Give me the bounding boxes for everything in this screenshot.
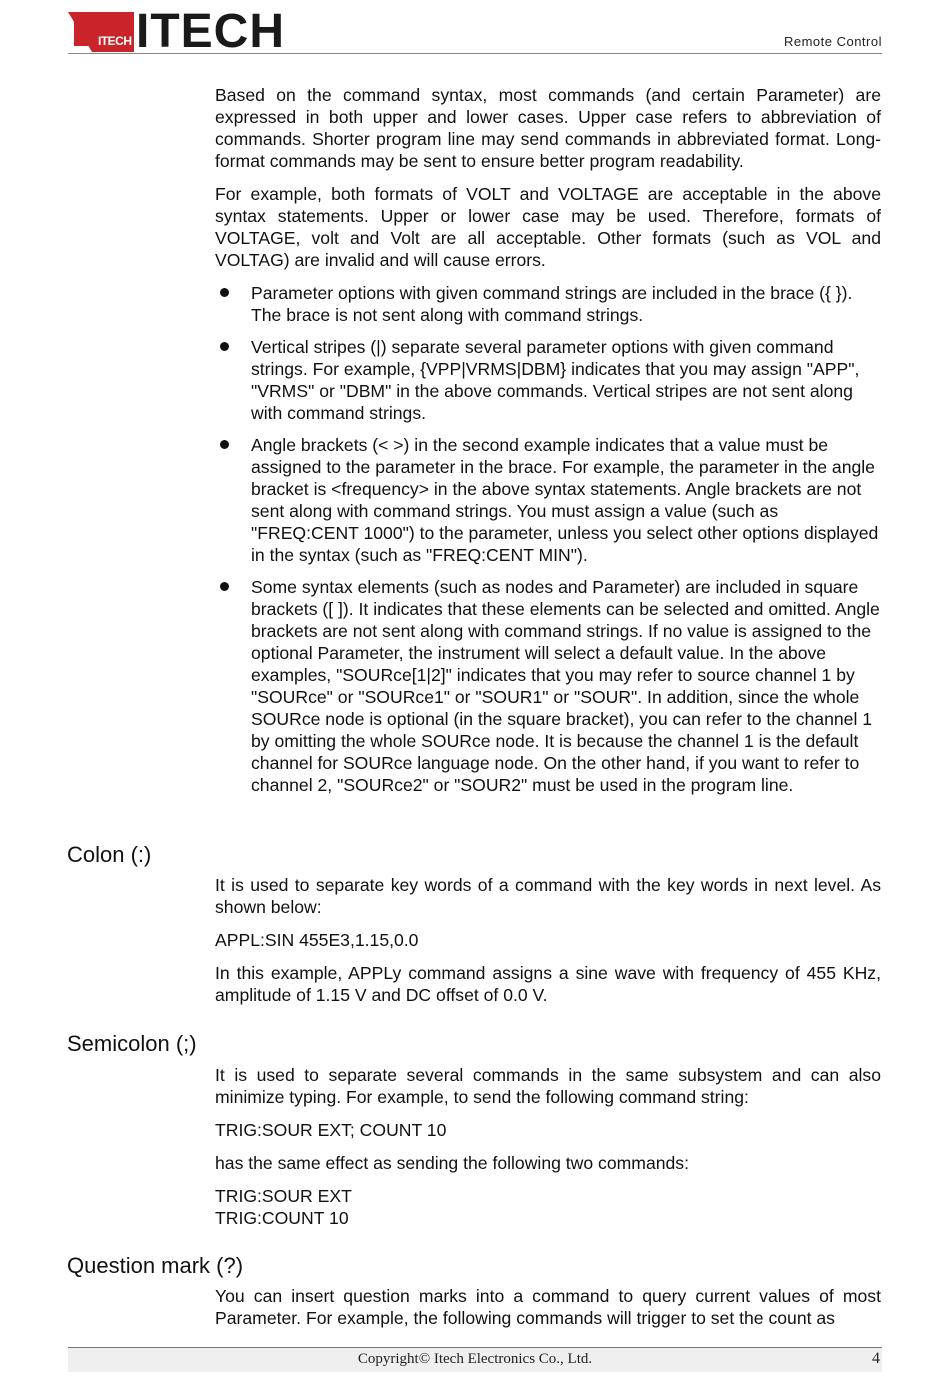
bullet-text: Parameter options with given command strings are included in the brace ({ }). The brace is not sent along with command strings. xyxy=(251,283,853,325)
bullet-dot-icon xyxy=(220,288,229,297)
semicolon-heading: Semicolon (;) xyxy=(67,1031,197,1056)
semicolon-paragraph-1: It is used to separate several commands in the same subsystem and can also minimize typing. For example, to send the following command string: xyxy=(215,1065,881,1107)
colon-paragraph-2: In this example, APPLy command assigns a sine wave with frequency of 455 KHz, amplitude of 1.15 V and DC offset of 0.0 V. xyxy=(215,963,881,1005)
bullet-text: Some syntax elements (such as nodes and Parameter) are included in square brackets ([ ]). It indicates that these elements can be selected and omitted. Angle brackets are not sent along with command strings. If no value is assigned to the optional Parameter, the instrument will select a default value. In the above examples, "SOURce[1|2]" indicates that you may refer to source channel 1 by "SOURce" or "SOURce1" or "SOUR1" or "SOUR". In addition, since the whole SOURce node is optional (in the square bracket), you can refer to the channel 1 by omitting the whole SOURce node. It is because the channel 1 is the default channel for SOURce language node. On the other hand, if you want to refer to channel 2, "SOURce2" or "SOUR2" must be used in the program line. xyxy=(251,577,880,795)
header-divider xyxy=(68,53,882,54)
question-mark-block xyxy=(215,1285,881,1340)
semicolon-command-2: TRIG:COUNT 10 xyxy=(215,1208,349,1228)
itech-logo xyxy=(68,5,285,58)
footer-copyright: Copyright© Itech Electronics Co., Ltd. xyxy=(357,1351,593,1367)
logo-wordmark: ITECH xyxy=(136,5,285,58)
colon-paragraph-1: It is used to separate key words of a command with the key words in next level. As shown below: xyxy=(215,875,881,917)
bullet-item xyxy=(215,282,881,326)
bullet-dot-icon xyxy=(220,440,229,449)
section-title: Remote Control xyxy=(783,34,882,49)
page-number: 4 xyxy=(872,1350,880,1367)
colon-heading: Colon (:) xyxy=(67,842,152,867)
logo-mark-icon xyxy=(68,12,134,52)
page-header xyxy=(0,0,950,60)
bullet-item xyxy=(215,576,881,796)
colon-block xyxy=(215,874,881,1017)
intro-paragraph-1: Based on the command syntax, most commands (and certain Parameter) are expressed in both upper and lower cases. Upper case refers to abbreviation of commands. Shorter program line may send commands in abbreviated format. Long-format commands may be sent to ensure better program readability. xyxy=(215,85,881,171)
semicolon-paragraph-2: has the same effect as sending the following two commands: xyxy=(215,1153,689,1173)
colon-example: APPL:SIN 455E3,1.15,0.0 xyxy=(215,930,419,950)
syntax-bullet-list xyxy=(215,282,881,796)
intro-paragraph-2: For example, both formats of VOLT and VOLTAGE are acceptable in the above syntax statements. Upper or lower case may be used. Therefore, formats of VOLTAGE, volt and Volt are all acceptable. Other formats (such as VOL and VOLTAG) are invalid and will cause errors. xyxy=(215,184,881,270)
bullet-text: Vertical stripes (|) separate several parameter options with given command strings. For example, {VPP|VRMS|DBM} indicates that you may assign "APP", "VRMS" or "DBM" in the above commands. Vertical stripes are not sent along with command strings. xyxy=(251,337,860,423)
bullet-item xyxy=(215,434,881,566)
bullet-dot-icon xyxy=(220,582,229,591)
semicolon-block xyxy=(215,1064,881,1240)
question-mark-heading: Question mark (?) xyxy=(67,1253,244,1278)
semicolon-example: TRIG:SOUR EXT; COUNT 10 xyxy=(215,1120,447,1140)
question-mark-paragraph-1: You can insert question marks into a command to query current values of most Parameter. For example, the following commands will trigger to set the count as xyxy=(215,1286,881,1328)
intro-block xyxy=(215,84,881,806)
bullet-dot-icon xyxy=(220,342,229,351)
bullet-item xyxy=(215,336,881,424)
semicolon-command-1: TRIG:SOUR EXT xyxy=(215,1186,352,1206)
logo-small-text: ITECH xyxy=(98,34,132,48)
bullet-text: Angle brackets (< >) in the second example indicates that a value must be assigned to the parameter in the brace. For example, the parameter in the angle bracket is <frequency> in the above syntax statements. Angle brackets are not sent along with command strings. You must assign a value (such as "FREQ:CENT 1000") to the parameter, unless you select other options displayed in the syntax (such as "FREQ:CENT MIN"). xyxy=(251,435,879,565)
